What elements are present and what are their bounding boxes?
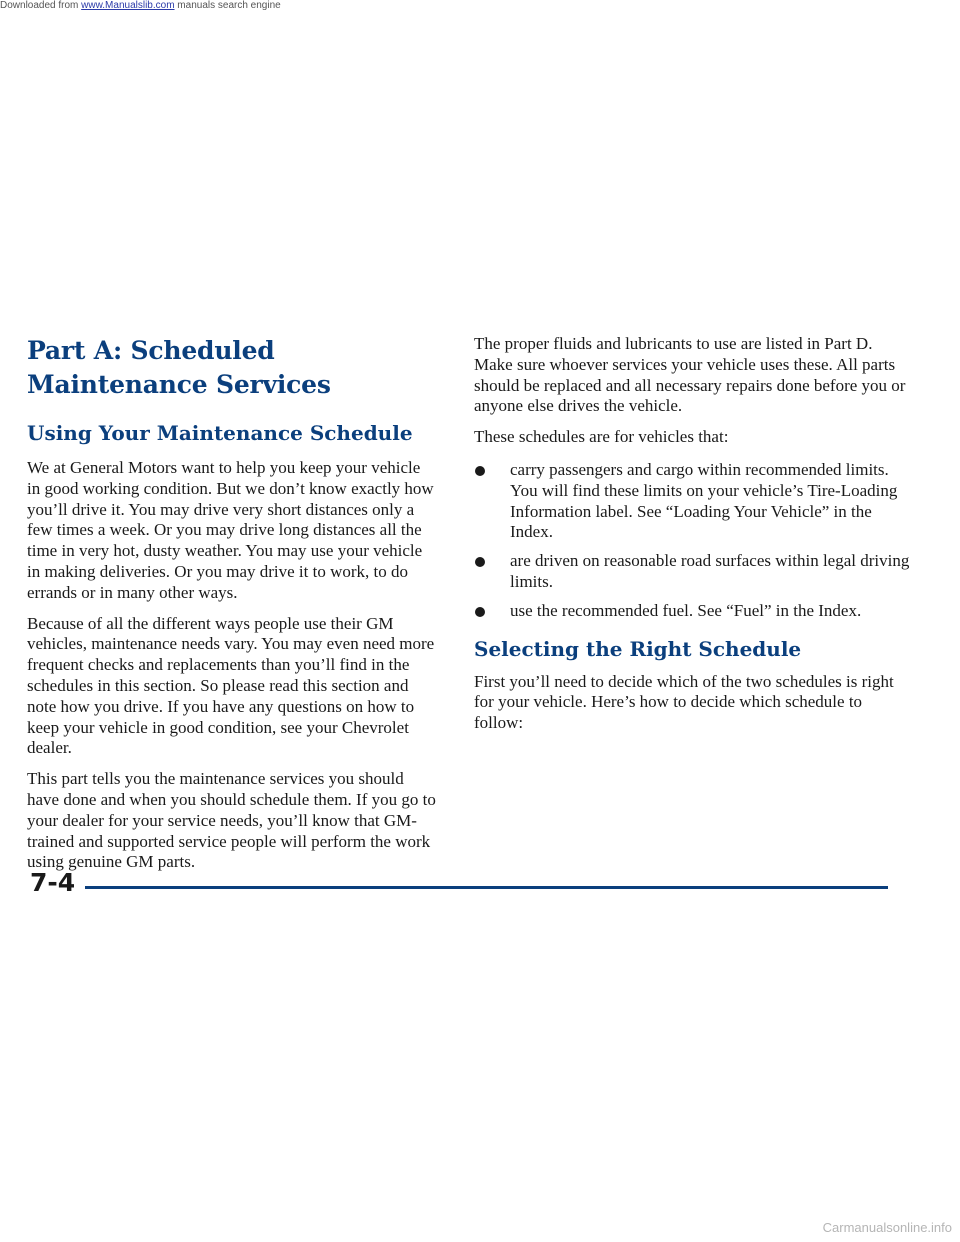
paragraph-decide-schedule: First you’ll need to decide which of the two schedules is right for your vehicle. Here’s how to decide which schedule to follow: (474, 671, 894, 733)
right-column (474, 334, 914, 734)
bullet-icon (475, 466, 485, 476)
list-item-text: are driven on reasonable road surfaces within legal driving limits. (510, 551, 910, 591)
paragraph-schedule-lead: These schedules are for vehicles that: (474, 427, 729, 447)
paragraph: Because of all the different ways people use their GM vehicles, maintenance needs vary. You may even need more frequent checks and replacements than you’ll find in the schedules in this section. So please read this section and note how you drive. If you have any questions on how to keep your vehicle in good condition, see your Chevrolet dealer. (27, 613, 435, 758)
watermark-suffix: manuals search engine (174, 0, 281, 11)
paragraph: We at General Motors want to help you keep your vehicle in good working condition. But we don’t know exactly how you’ll drive it. You may drive very short distances only a few times a week. Or you may drive long distances all the time in very hot, dusty weather. You may use your vehicle in making deliveries. Or you may drive it to work, to do errands or in many other ways. (27, 458, 434, 602)
list-item (474, 551, 914, 593)
paragraph: This part tells you the maintenance services you should have done and when you should schedule them. If you go to your dealer for your service needs, you’ll know that GM-trained and supported service people will perform the work using genuine GM parts. (27, 769, 436, 872)
page-number: 7-4 (30, 868, 76, 897)
section-heading-maintenance-schedule: Using Your Maintenance Schedule (27, 421, 413, 445)
bullet-icon (475, 557, 485, 567)
left-column (27, 334, 437, 873)
list-item-text: use the recommended fuel. See “Fuel” in the Index. (510, 600, 862, 620)
part-title: Part A: Scheduled Maintenance Services (27, 336, 331, 399)
page-footer (30, 868, 888, 908)
site-watermark: Carmanualsonline.info (822, 1220, 952, 1235)
download-watermark (0, 0, 281, 11)
list-item-text: carry passengers and cargo within recommended limits. You will find these limits on your vehicle’s Tire-Loading Information label. See “Loading Your Vehicle” in the Index. (510, 459, 898, 542)
paragraph-fluids: The proper fluids and lubricants to use are listed in Part D. Make sure whoever services your vehicle uses these. All parts should be replaced and all necessary repairs done before you or anyone else drives the vehicle. (474, 334, 906, 416)
manualslib-link[interactable]: www.Manualslib.com (81, 0, 175, 11)
bullet-icon (475, 607, 485, 617)
vehicle-conditions-list (474, 460, 914, 622)
list-item (474, 601, 914, 622)
list-item (474, 460, 914, 543)
watermark-prefix: Downloaded from (0, 0, 82, 11)
section-heading-right-schedule: Selecting the Right Schedule (474, 636, 802, 661)
footer-divider (85, 886, 888, 889)
